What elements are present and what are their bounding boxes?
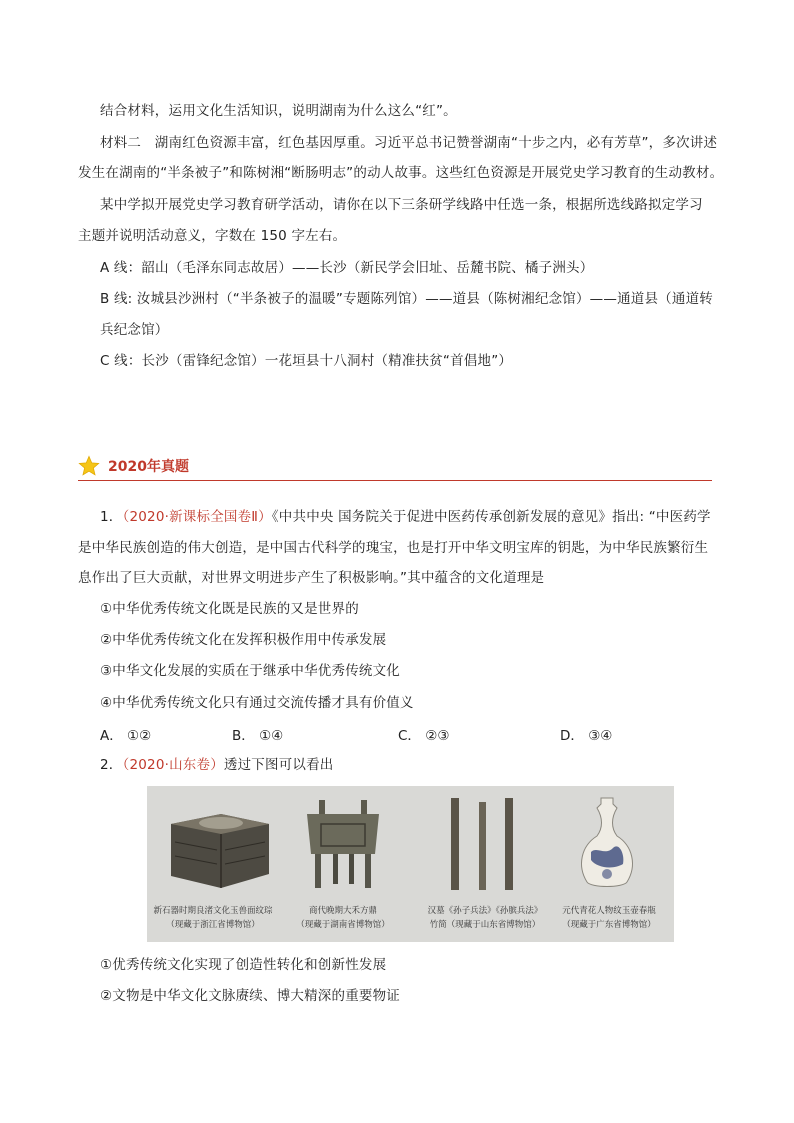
question-2-number: 2． — [100, 757, 123, 773]
star-icon — [78, 455, 100, 477]
question-1-item-4: ④中华优秀传统文化只有通过交流传播才具有价值义 — [100, 695, 414, 711]
section-divider — [78, 480, 712, 481]
caption-bronze-ding: 商代晚期大禾方鼎 （现藏于湖南省博物馆） — [296, 906, 390, 930]
option-c[interactable]: C． ②③ — [398, 728, 450, 744]
caption-bamboo-slips: 汉墓《孙子兵法》《孙膑兵法》 竹简（现藏于山东省博物馆） — [427, 906, 543, 930]
question-text: 结合材料，运用文化生活知识，说明湖南为什么这么“红”。 — [100, 103, 457, 119]
question-1-stem-line-1 — [100, 507, 711, 527]
question-1-item-3: ③中华文化发展的实质在于继承中华优秀传统文化 — [100, 663, 401, 679]
option-b[interactable]: B． ①④ — [232, 728, 284, 744]
route-b-line-1: B 线: 汝城县沙洲村（“半条被子的温暖”专题陈列馆）——道县（陈树湘纪念馆）——通道县（通道转 — [100, 291, 713, 307]
caption-porcelain-vase: 元代青花人物纹玉壶春瓶 （现藏于广东省博物馆） — [562, 906, 656, 930]
artifacts-image — [147, 786, 674, 942]
question-1-item-1: ①中华优秀传统文化既是民族的又是世界的 — [100, 601, 359, 617]
question-2-stem — [100, 755, 334, 775]
porcelain-vase-image — [567, 794, 647, 894]
question-1-item-2: ②中华优秀传统文化在发挥积极作用中传承发展 — [100, 632, 387, 648]
caption-jade-cong: 新石器时期良渚文化玉兽面纹琮 （现藏于浙江省博物馆） — [153, 906, 273, 930]
question-1-number: 1． — [100, 509, 123, 525]
route-a: A 线：韶山（毛泽东同志故居）——长沙（新民学会旧址、岳麓书院、橘子洲头） — [100, 260, 594, 276]
question-1-stem-line-3: 息作出了巨大贡献，对世界文明进步产生了积极影响。”其中蕴含的文化道理是 — [78, 570, 545, 586]
material-two-line-2: 发生在湖南的“半条被子”和陈树湘“断肠明志”的动人故事。这些红色资源是开展党史学习教育的生动教材。 — [78, 165, 724, 181]
task-line-1: 某中学拟开展党史学习教育研学活动，请你在以下三条研学线路中任选一条，根据所选线路拟定学习 — [100, 197, 703, 213]
jade-cong-image — [161, 794, 279, 894]
question-1-source: （2020·新课标全国卷Ⅱ） — [122, 509, 272, 525]
route-c: C 线：长沙（雷锋纪念馆）一花垣县十八洞村（精准扶贫“首倡地”） — [100, 353, 513, 369]
material-two-line-1: 材料二 湖南红色资源丰富，红色基因厚重。习近平总书记赞誉湖南“十步之内，必有芳草”，多次讲述 — [100, 135, 718, 151]
question-2-source: （2020·山东卷） — [122, 757, 224, 773]
bronze-ding-image — [293, 794, 393, 894]
section-heading — [78, 453, 189, 479]
question-2-item-2: ②文物是中华文化文脉赓续、博大精深的重要物证 — [100, 988, 401, 1004]
option-a[interactable]: A． ①② — [100, 728, 152, 744]
option-d[interactable]: D． ③④ — [560, 728, 613, 744]
question-1-stem-line-2: 是中华民族创造的伟大创造，是中国古代科学的瑰宝，也是打开中华文明宝库的钥匙，为中华民族繁衍生 — [78, 540, 709, 556]
route-b-line-2: 兵纪念馆） — [100, 322, 169, 338]
task-line-2: 主题并说明活动意义，字数在 150 字左右。 — [78, 228, 347, 244]
question-2-stem-text: 透过下图可以看出 — [223, 757, 334, 773]
section-title: 2020年真题 — [108, 459, 189, 475]
bamboo-slips-image — [439, 794, 531, 894]
question-2-item-1: ①优秀传统文化实现了创造性转化和创新性发展 — [100, 957, 387, 973]
question-1-stem-text: 《中共中央 国务院关于促进中医药传承创新发展的意见》指出: “中医药学 — [271, 509, 711, 525]
